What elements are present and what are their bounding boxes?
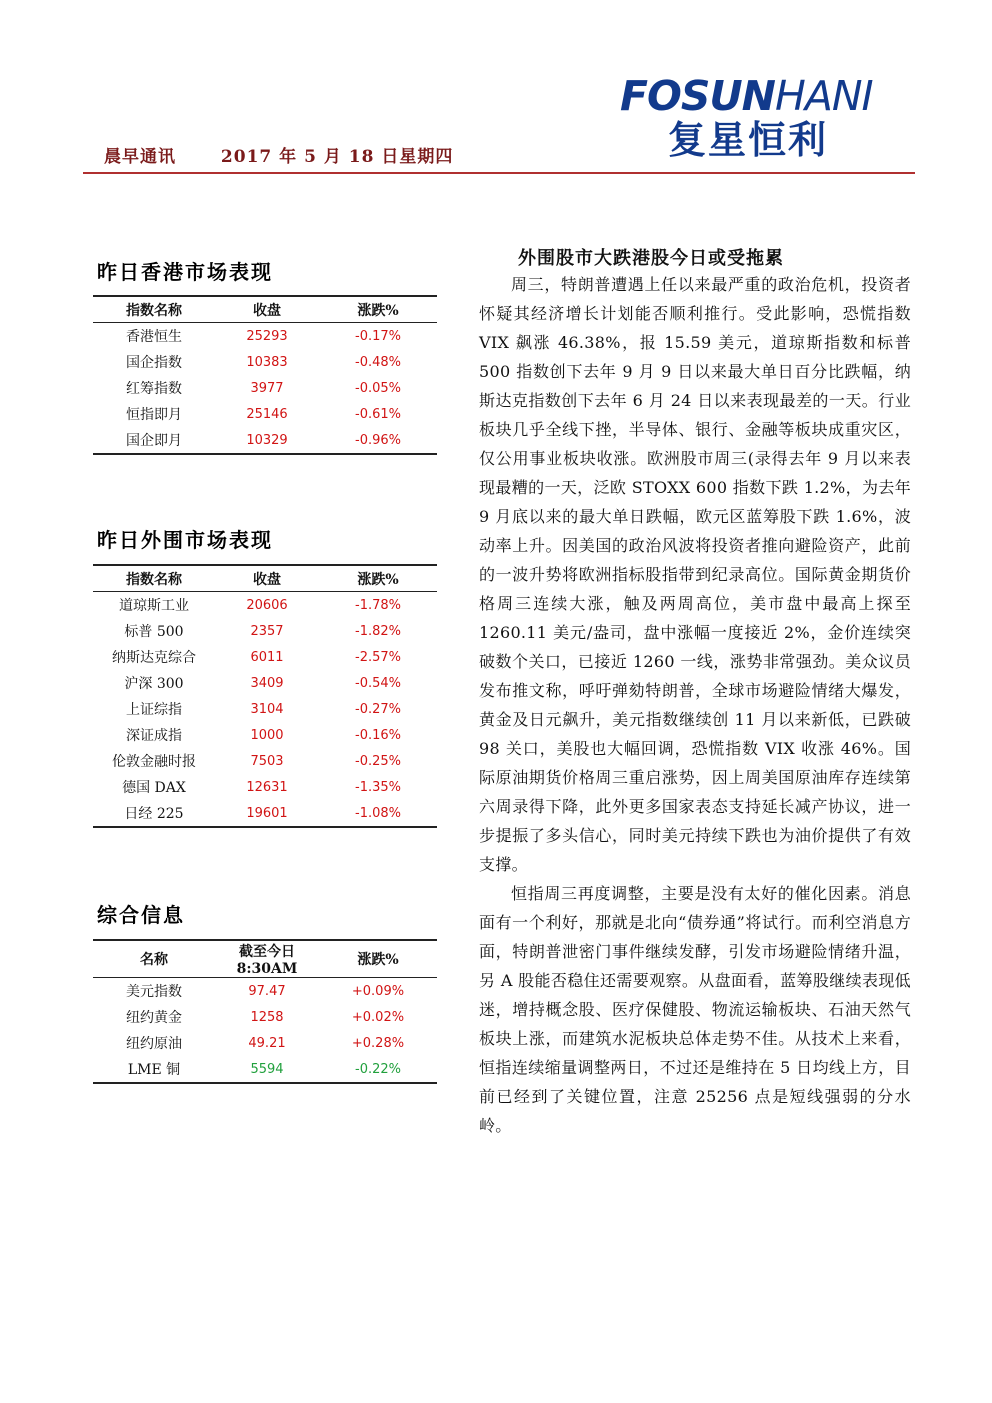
index-change: -0.27%: [355, 701, 401, 717]
index-close: 49.21: [248, 1035, 286, 1051]
index-close: 12631: [246, 779, 288, 795]
table-row: [93, 978, 437, 1005]
company-logo: [620, 74, 912, 162]
index-close: 10329: [215, 427, 319, 454]
header-divider: [83, 172, 915, 174]
table-row: [93, 427, 437, 454]
index-close: 6011: [250, 649, 284, 665]
hk-market-title: 昨日香港市场表现: [97, 260, 273, 284]
index-close: 25293: [246, 328, 288, 344]
index-change: +0.02%: [351, 1009, 405, 1025]
global-market-title: 昨日外围市场表现: [97, 528, 273, 552]
table-row: [93, 1030, 437, 1056]
index-change: -0.22%: [319, 1056, 437, 1083]
table-row: [93, 618, 437, 644]
general-info-title: 综合信息: [97, 903, 185, 927]
index-change: -0.05%: [355, 380, 401, 396]
col-header-change: 涨跌%: [319, 565, 437, 592]
table-row: [93, 323, 437, 350]
table-row: [93, 644, 437, 670]
index-change: -0.54%: [355, 675, 401, 691]
index-change: -1.78%: [355, 597, 401, 613]
logo-chinese: 复星恒利: [668, 118, 829, 162]
col-header-name: 名称: [93, 940, 215, 978]
index-name: 德国 DAX: [122, 780, 186, 796]
table-row: [93, 592, 437, 619]
col-header-close: 截至今日 8:30AM: [215, 940, 319, 978]
report-header: [104, 142, 453, 167]
index-name: 恒指即月: [126, 407, 182, 423]
report-title: 晨早通讯: [104, 147, 176, 167]
index-name: 伦敦金融时报: [112, 754, 196, 770]
table-header-row: [93, 296, 437, 323]
table-row: [93, 375, 437, 401]
col-header-change: 涨跌%: [319, 296, 437, 323]
table-row: [93, 696, 437, 722]
index-close: 3409: [250, 675, 284, 691]
table-row: [93, 722, 437, 748]
index-close: 3104: [250, 701, 284, 717]
index-name: 深证成指: [126, 728, 182, 744]
report-date: 2017 年 5 月 18 日星期四: [220, 147, 454, 167]
index-close: 19601: [215, 800, 319, 827]
col-header-change: 涨跌%: [319, 940, 437, 978]
table-row: [93, 800, 437, 827]
index-close: 5594: [215, 1056, 319, 1083]
table-header-row: [93, 940, 437, 978]
index-close: 2357: [250, 623, 284, 639]
index-name: 道琼斯工业: [119, 598, 189, 614]
index-name: 日经 225: [93, 800, 215, 827]
article-body: [479, 270, 911, 1140]
index-name: LME 铜: [93, 1056, 215, 1083]
table-row: [93, 774, 437, 800]
index-close: 1258: [250, 1009, 284, 1025]
col-header-close: 收盘: [215, 565, 319, 592]
table-row: [93, 401, 437, 427]
index-change: -0.96%: [319, 427, 437, 454]
index-name: 红筹指数: [126, 381, 182, 397]
index-change: -0.17%: [355, 328, 401, 344]
index-name: 国企即月: [93, 427, 215, 454]
col-header-close: 收盘: [215, 296, 319, 323]
index-change: -1.82%: [355, 623, 401, 639]
general-info-table: [93, 939, 437, 1084]
table-row: [93, 349, 437, 375]
global-market-table: [93, 564, 437, 828]
table-row: [93, 1056, 437, 1083]
article-paragraph: 恒指周三再度调整，主要是没有太好的催化因素。消息面有一个利好，那就是北向“债券通”将试行。而利空消息方面，特朗普泄密门事件继续发酵，引发市场避险情绪升温，另 A 股能否稳住还需要观察。从盘面看，蓝筹股继续表现低迷，增持概念股、医疗保健股、物流运输板块、石油天然气板块上涨，而建筑水泥板块总体走势不佳。从技术上来看，恒指连续缩量调整两日，不过还是维持在 5 日均线上方，目前已经到了关键位置，注意 25256 点是短线强弱的分水岭。: [479, 884, 911, 1135]
table-header-row: [93, 565, 437, 592]
index-close: 10383: [246, 354, 288, 370]
index-change: -1.35%: [355, 779, 401, 795]
index-name: 沪深 300: [124, 676, 184, 692]
index-name: 上证综指: [126, 702, 182, 718]
index-change: +0.09%: [351, 983, 405, 999]
index-change: -0.61%: [355, 406, 401, 422]
index-name: 纽约黄金: [126, 1010, 182, 1026]
index-change: +0.28%: [351, 1035, 405, 1051]
index-close: 7503: [250, 753, 284, 769]
index-name: 标普 500: [124, 624, 184, 640]
index-name: 纽约原油: [126, 1036, 182, 1052]
index-close: 97.47: [248, 983, 286, 999]
index-change: -2.57%: [355, 649, 401, 665]
index-name: 美元指数: [126, 984, 182, 1000]
logo-en-main: FOSUN: [620, 72, 775, 120]
logo-english: [620, 74, 873, 118]
article-title: 外围股市大跌港股今日或受拖累: [518, 248, 784, 269]
index-name: 纳斯达克综合: [112, 650, 196, 666]
index-close: 20606: [246, 597, 288, 613]
index-name: 香港恒生: [126, 329, 182, 345]
table-row: [93, 670, 437, 696]
index-change: -1.08%: [319, 800, 437, 827]
article-paragraph: 周三，特朗普遭遇上任以来最严重的政治危机，投资者怀疑其经济增长计划能否顺利推行。受此影响，恐慌指数 VIX 飙涨 46.38%，报 15.59 美元，道琼斯指数和标普 500 指数创下去年 9 月 9 日以来最大单日百分比跌幅，纳斯达克指数创下去年 6 月 24 日以来表现最差的一天。行业板块几乎全线下挫，半导体、银行、金融等板块成重灾区，仅公用事业板块收涨。欧洲股市周三(录得去年 9 月以来表现最糟的一天，泛欧 STOXX 600 指数下跌 1.2%，为去年 9 月底以来的最大单日跌幅，欧元区蓝筹股下跌 1.6%，波动率上升。因美国的政治风波将投资者推向避险资产，此前的一波升势将欧洲指标股指带到纪录高位。国际黄金期货价格周三连续大涨，触及两周高位，美市盘中最高上探至 1260.11 美元/盎司，盘中涨幅一度接近 2%，金价连续突破数个关口，已接近 1260 一线，涨势非常强劲。美众议员发布推文称，呼吁弹劾特朗普，全球市场避险情绪大爆发，黄金及日元飙升，美元指数继续创 11 月以来新低，已跌破 98 关口，美股也大幅回调，恐慌指数 VIX 收涨 46%。国际原油期货价格周三重启涨势，因上周美国原油库存连续第六周录得下降，此外更多国家表态支持延长减产协议，进一步提振了多头信心，同时美元持续下跌也为油价提供了有效支撑。: [479, 275, 911, 874]
table-row: [93, 748, 437, 774]
index-name: 国企指数: [126, 355, 182, 371]
col-header-name: 指数名称: [93, 565, 215, 592]
col-header-name: 指数名称: [93, 296, 215, 323]
index-change: -0.48%: [355, 354, 401, 370]
index-change: -0.25%: [355, 753, 401, 769]
index-change: -0.16%: [355, 727, 401, 743]
logo-en-sub: HANI: [775, 72, 873, 120]
index-close: 3977: [250, 380, 284, 396]
table-row: [93, 1004, 437, 1030]
index-close: 1000: [250, 727, 284, 743]
index-close: 25146: [246, 406, 288, 422]
hk-market-table: [93, 295, 437, 455]
